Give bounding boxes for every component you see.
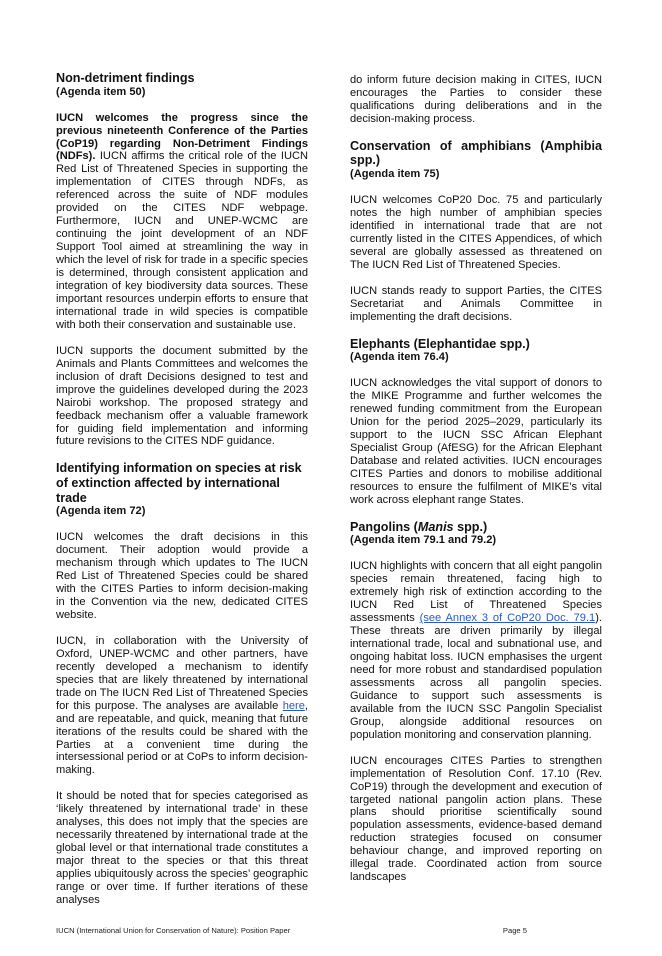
paragraph-continued: do inform future decision making in CITES, IUCN encourages the Parties to consider these qualifications during deliberations and in the decision-making process. — [350, 74, 602, 125]
annex-link[interactable]: (see Annex 3 of CoP20 Doc. 79.1 — [419, 612, 596, 625]
paragraph-text: IUCN, in collaboration with the University of Oxford, UNEP-WCMC and other partners, have recently developed a mechanism to identify species that are likely threatened by international trade on The IUCN Red List of Threatened Species for this purpose. The analyses are available — [56, 634, 308, 712]
footer-title: IUCN (International Union for Conservation of Nature): Position Paper — [56, 925, 291, 935]
paragraph-text: , and are repeatable, and quick, meaning that future iterations of the results could be shared with the Parties at a convenient time during the intersessional period or at CoPs to inform decision-making. — [56, 699, 308, 777]
footer — [56, 926, 602, 956]
agenda-item: (Agenda item 75) — [350, 168, 440, 180]
paragraph: It should be noted that for species categorised as ‘likely threatened by international trade’ in these analyses, this does not imply that the species are necessarily threatened by international trade at the global level or that international trade constitutes a major threat to the species or that this threat applies ubiquitously across the species’ geographic range or over time. If further iterations of these analyses — [56, 790, 308, 906]
agenda-item: (Agenda item 72) — [56, 505, 146, 518]
title-text: spp.) — [453, 519, 488, 534]
paragraph — [56, 635, 308, 777]
section-title: Identifying information on species at risk of extinction affected by international trade — [56, 461, 302, 505]
agenda-item: (Agenda item 76.4) — [350, 351, 449, 364]
section-identifying-information — [56, 461, 308, 907]
section-pangolins — [350, 520, 602, 884]
section-elephants — [350, 337, 602, 507]
paragraph-text: IUCN highlights with concern that all eight pangolin species remain threatened, facing high to extremely high risk of extinction according to the IUCN Red List of Threatened Species assessments — [350, 560, 602, 625]
paragraph: IUCN stands ready to support Parties, the CITES Secretariat and Animals Committee in implementing the draft decisions. — [350, 284, 602, 323]
bold-lead: IUCN welcomes the progress since the previous nineteenth Conference of the Parties (CoP19) regarding Non-Detriment Findings (NDFs). — [56, 111, 308, 163]
agenda-item: (Agenda item 79.1 and 79.2) — [350, 534, 497, 547]
paragraph — [350, 560, 602, 741]
paragraph: IUCN welcomes the draft decisions in this document. Their adoption would provide a mechanism through which updates to The IUCN Red List of Threatened Species could be shared with the CITES Parties to inform decision-making in the Convention via the new, dedicated CITES website. — [56, 531, 308, 621]
title-genus: Manis — [417, 519, 454, 534]
paragraph — [56, 112, 308, 332]
section-title — [350, 520, 602, 535]
section-title: Conservation of amphibians (Amphibia spp.) — [350, 138, 602, 168]
section-title: Non-detriment findings — [56, 71, 195, 85]
paragraph-text: IUCN affirms the critical role of the IUCN Red List of Threatened Species in supporting the implementation of CITES through NDFs, as referenced across the suite of NDF modules provided on the CITES NDF webpage. Furthermore, IUCN and UNEP-WCMC are continuing the joint development of an NDF Support Tool aimed at streamlining the way in which the level of risk for trade in a specific species is determined, through consistent application and integration of key biodiversity data sources. These important resources underpin efforts to ensure that international trade in wild species is compatible with both their conservation and sustainable use. — [56, 150, 308, 331]
right-column — [350, 74, 602, 897]
title-text: Pangolins ( — [350, 519, 418, 534]
section-amphibians — [350, 139, 602, 324]
paragraph-text: ). These threats are driven primarily by illegal international trade, local and subnational use, and ongoing habitat loss. IUCN emphasises the urgent need for more robust and standardised population assessments across all pangolin species. Guidance to support such assessments is available from the IUCN SSC Pangolin Specialist Group, alongside additional resources on population monitoring and conservation planning. — [350, 612, 602, 741]
paragraph: IUCN welcomes CoP20 Doc. 75 and particularly notes the high number of amphibian species identified in international trade that are not currently listed in the CITES Appendices, of which several are globally assessed as threatened on The IUCN Red List of Threatened Species. — [350, 194, 602, 271]
left-column — [56, 71, 308, 920]
page-number: Page 5 — [502, 925, 527, 935]
section-non-detriment-findings — [56, 71, 308, 448]
paragraph: IUCN acknowledges the vital support of donors to the MIKE Programme and further welcomes the renewed funding commitment from the European Union for the period 2025–2029, particularly its support to the IUCN SSC African Elephant Specialist Group (AfESG) for the African Elephant Database and related activities. IUCN encourages CITES Parties and donors to mobilise additional resources to ensure the fulfilment of MIKE’s vital work across elephant range States. — [350, 377, 602, 506]
section-title: Elephants (Elephantidae spp.) — [350, 336, 530, 351]
analyses-link[interactable]: here — [282, 699, 305, 712]
agenda-item: (Agenda item 50) — [56, 85, 146, 98]
paragraph: IUCN supports the document submitted by the Animals and Plants Committees and welcomes the inclusion of draft Decisions designed to test and improve the guidelines developed during the 2023 Nairobi workshop. The proposed strategy and feedback mechanism offer a valuable framework for guiding field implementation and informing future revisions to the CITES NDF guidance. — [56, 344, 308, 448]
paragraph: IUCN encourages CITES Parties to strengthen implementation of Resolution Conf. 17.10 (Rev. CoP19) through the development and execution of targeted national pangolin action plans. These plans should prioritise scientifically sound population assessments, evidence-based demand reduction strategies focused on consumer behaviour change, and improved reporting on illegal trade. Coordinated action from source landscapes — [350, 754, 602, 884]
